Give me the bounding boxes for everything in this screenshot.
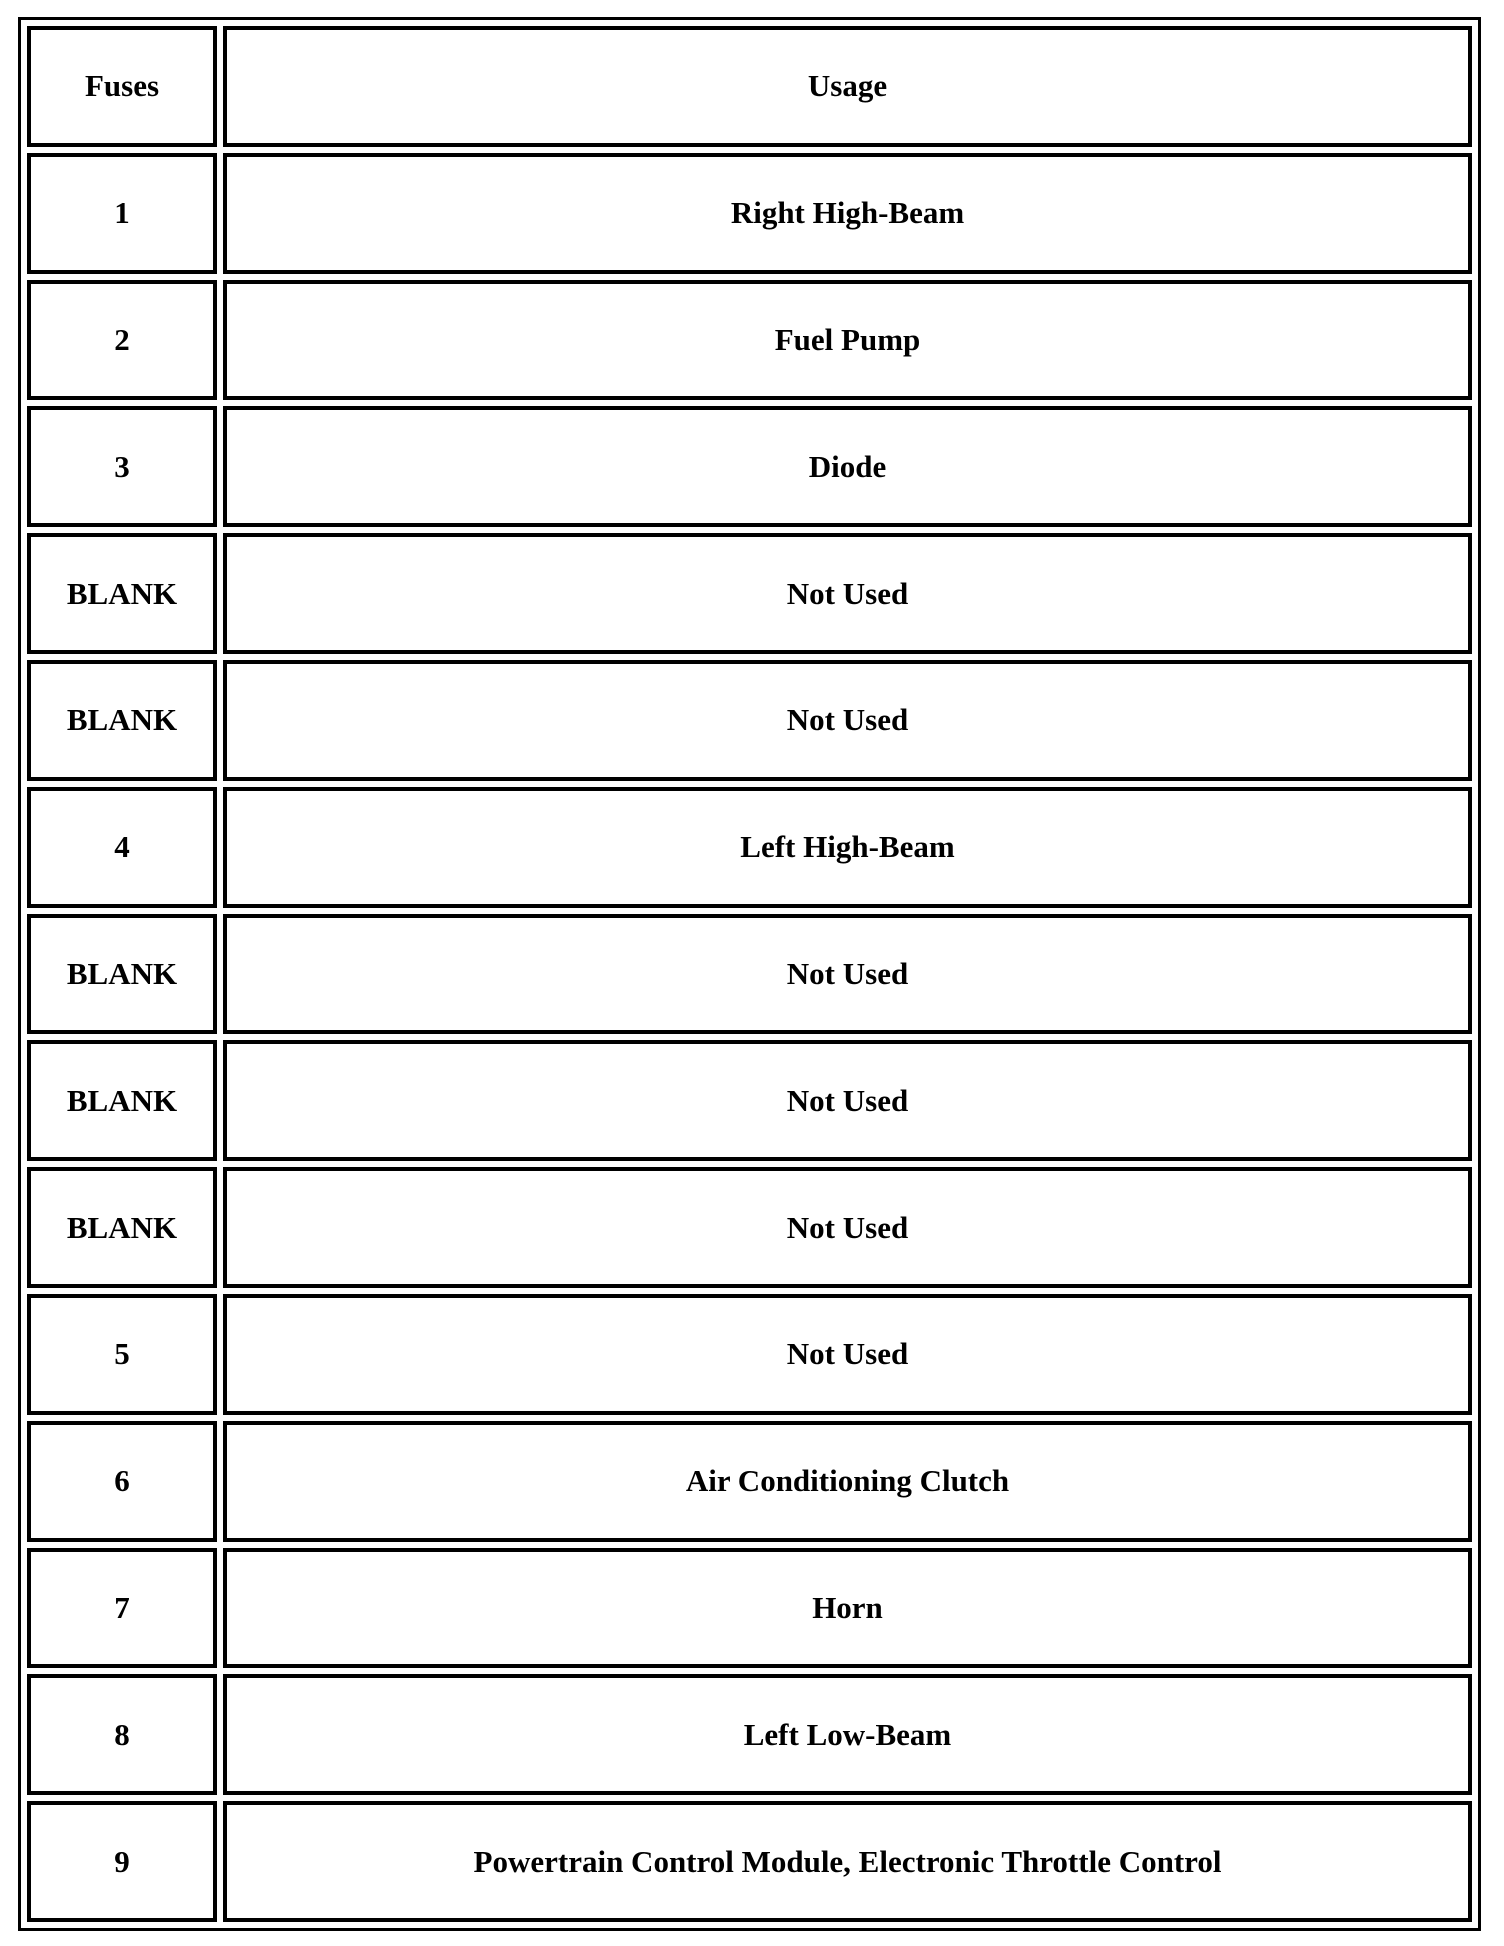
table-row — [27, 406, 1472, 527]
fuse-cell: 1 — [27, 153, 217, 274]
table-row — [27, 1421, 1472, 1542]
fuse-cell: 8 — [27, 1674, 217, 1795]
table-row — [27, 1548, 1472, 1669]
usage-cell: Powertrain Control Module, Electronic Throttle Control — [223, 1801, 1472, 1922]
fuse-cell: 5 — [27, 1294, 217, 1415]
table-row — [27, 660, 1472, 781]
table-row — [27, 280, 1472, 401]
fuse-usage-table — [18, 17, 1481, 1931]
table-row — [27, 914, 1472, 1035]
usage-cell: Air Conditioning Clutch — [223, 1421, 1472, 1542]
table-row — [27, 1040, 1472, 1161]
fuse-cell: BLANK — [27, 533, 217, 654]
usage-cell: Fuel Pump — [223, 280, 1472, 401]
usage-cell: Not Used — [223, 914, 1472, 1035]
table-row — [27, 533, 1472, 654]
fuse-cell: 9 — [27, 1801, 217, 1922]
fuse-cell: BLANK — [27, 914, 217, 1035]
fuse-cell: 3 — [27, 406, 217, 527]
table-row — [27, 1674, 1472, 1795]
header-fuses: Fuses — [27, 26, 217, 147]
fuse-cell: BLANK — [27, 660, 217, 781]
table-row — [27, 1801, 1472, 1922]
header-usage: Usage — [223, 26, 1472, 147]
usage-cell: Not Used — [223, 533, 1472, 654]
table-row — [27, 787, 1472, 908]
usage-cell: Not Used — [223, 1040, 1472, 1161]
fuse-cell: BLANK — [27, 1040, 217, 1161]
usage-cell: Left High-Beam — [223, 787, 1472, 908]
usage-cell: Right High-Beam — [223, 153, 1472, 274]
table-row — [27, 1294, 1472, 1415]
fuse-cell: 7 — [27, 1548, 217, 1669]
usage-cell: Left Low-Beam — [223, 1674, 1472, 1795]
table-header-row — [27, 26, 1472, 147]
usage-cell: Not Used — [223, 1167, 1472, 1288]
fuse-cell: 2 — [27, 280, 217, 401]
fuse-cell: 4 — [27, 787, 217, 908]
usage-cell: Diode — [223, 406, 1472, 527]
usage-cell: Horn — [223, 1548, 1472, 1669]
usage-cell: Not Used — [223, 1294, 1472, 1415]
table-row — [27, 153, 1472, 274]
fuse-cell: BLANK — [27, 1167, 217, 1288]
usage-cell: Not Used — [223, 660, 1472, 781]
fuse-cell: 6 — [27, 1421, 217, 1542]
table-row — [27, 1167, 1472, 1288]
